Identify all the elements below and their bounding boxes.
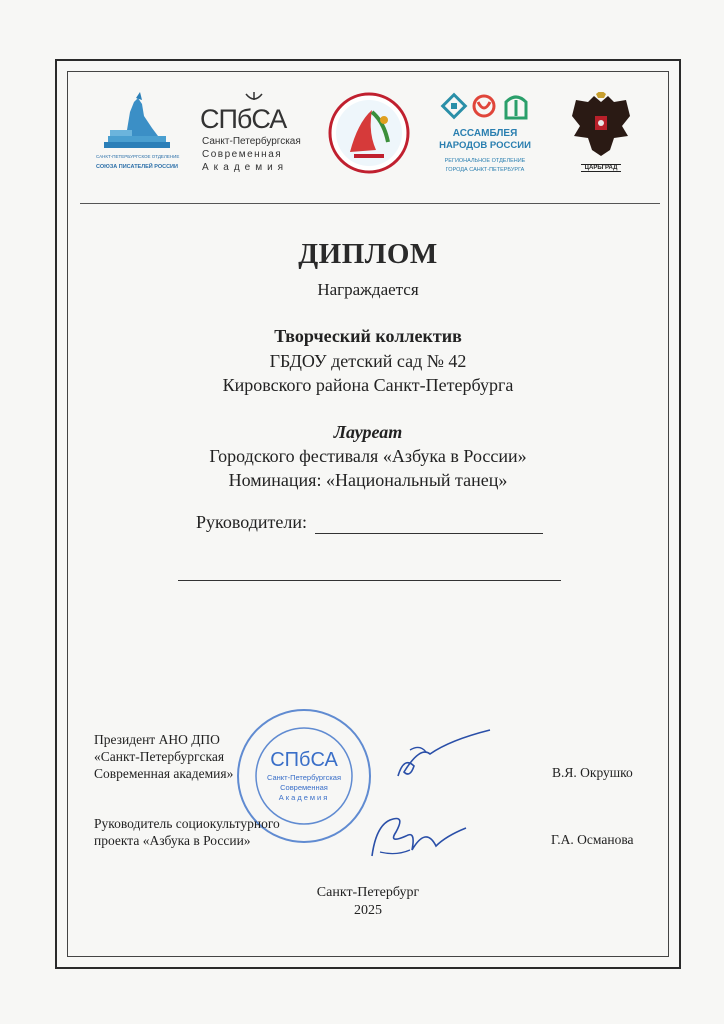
group-line-1: ГБДОУ детский сад № 42 [269,351,467,371]
assembly-logo [430,92,540,182]
group-line-2: Кировского района Санкт-Петербурга [222,375,514,395]
festival-logo [328,92,410,174]
head-name: Г.А. Османова [551,832,634,847]
header-divider [80,203,660,204]
president-line3: Современная академия» [94,766,234,781]
assembly-line3: РЕГИОНАЛЬНОЕ ОТДЕЛЕНИЕ [444,158,526,164]
assembly-line4: ГОРОДА САНКТ-ПЕТЕРБУРГА [445,167,525,173]
writers-caption-1: САНКТ-ПЕТЕРБУРГСКОЕ ОТДЕЛЕНИЕ [96,154,180,159]
leaders-label: Руководители: [196,512,307,532]
stamp-line3: Академия [278,793,330,802]
writers-caption-2: СОЮЗА ПИСАТЕЛЕЙ РОССИИ [96,164,178,170]
president-signature [390,726,500,786]
head-line2: проекта «Азбука в России» [94,833,251,848]
president-title [94,731,233,782]
stamp-wordmark: СПбСА [270,749,338,771]
festival-emblem-icon [328,92,410,174]
assembly-line1: АССАМБЛЕЯ [452,128,518,139]
diploma-title: ДИПЛОМ [298,238,438,270]
double-headed-eagle-icon [568,92,634,160]
logos-row [90,92,650,182]
assembly-symbols-icon [430,92,540,122]
president-line1: Президент АНО ДПО [94,732,220,747]
spbsa-logo [198,92,310,182]
spbsa-wordmark: СПбСА [200,104,287,134]
president-name: В.Я. Окрушко [552,765,633,780]
leaders-blank-line [315,533,543,534]
head-line1: Руководитель социокультурного [94,816,280,831]
awarded-label: Награждается [317,280,419,299]
president-line2: «Санкт-Петербургская [94,749,225,764]
tsargrad-logo [568,92,634,182]
blank-line [178,580,561,581]
nomination: Номинация: «Национальный танец» [228,470,508,490]
assembly-line2: НАРОДОВ РОССИИ [439,140,531,151]
writers-union-logo [96,92,178,182]
laureate-label: Лауреат [333,422,403,442]
spbsa-line2: Современная [202,149,283,160]
group-title: Творческий коллектив [274,326,462,346]
footer-city: Санкт-Петербург [316,885,420,900]
eagle-caption: ЦАРЬГРАД [581,164,621,172]
footer-year: 2025 [354,903,382,918]
spbsa-line1: Санкт-Петербургская [202,136,301,147]
head-title [94,815,280,849]
stamp-line1: Санкт-Петербургская [266,773,342,782]
stamp-line2: Современная [280,783,328,792]
head-signature [366,806,476,866]
festival-name: Городского фестиваля «Азбука в России» [209,446,527,466]
spbsa-crown-icon [244,92,264,102]
sphinx-icon [96,92,178,154]
spbsa-line3: Академия [202,162,289,173]
